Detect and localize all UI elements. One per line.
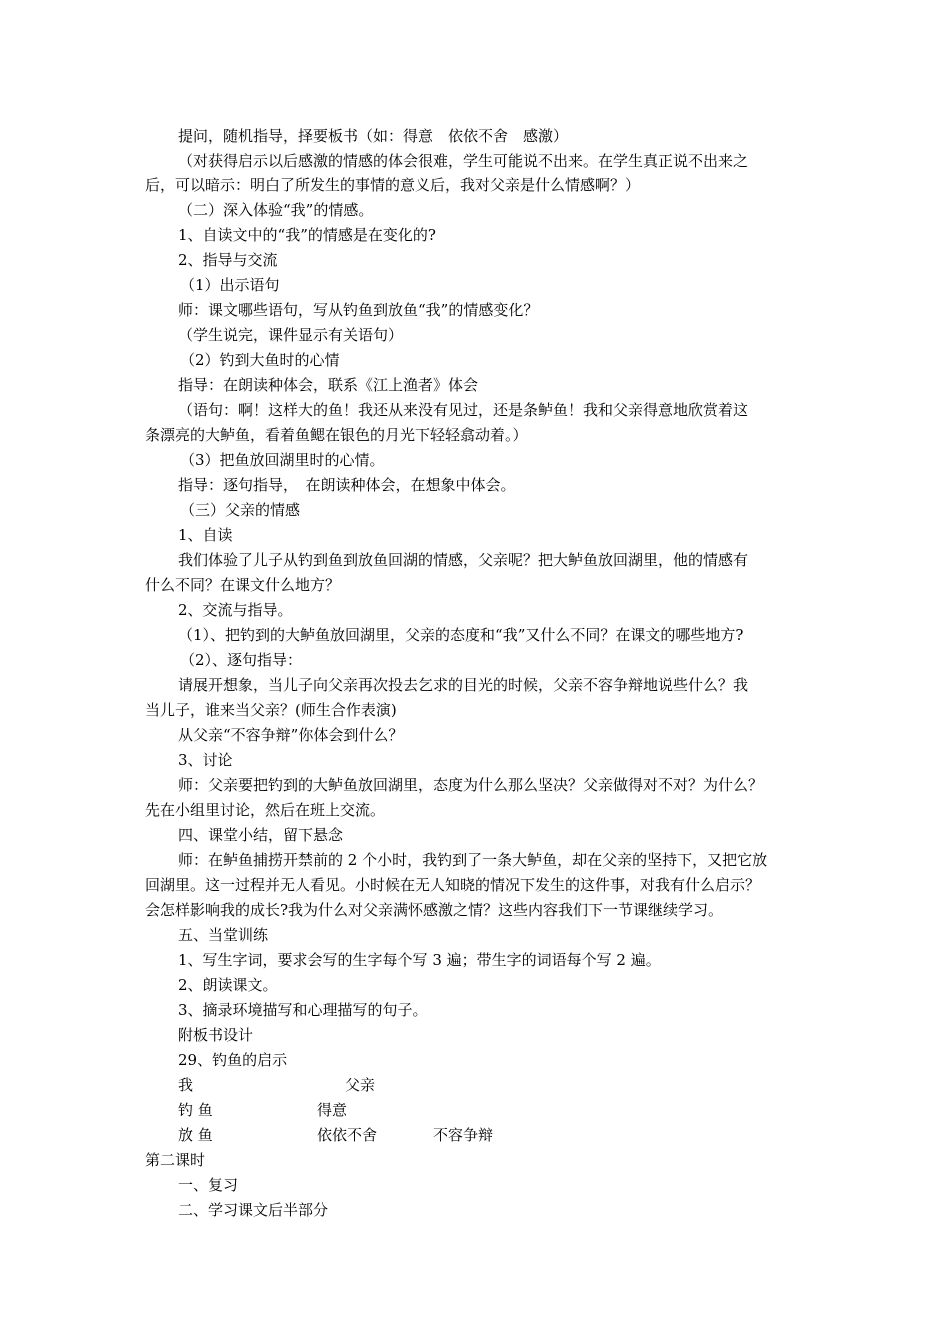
text-line: 先在小组里讨论，然后在班上交流。	[145, 801, 386, 819]
text-line: 会怎样影响我的成长?我为什么对父亲满怀感激之情？这些内容我们下一节课继续学习。	[145, 901, 724, 919]
board-father: 父亲	[345, 1076, 376, 1094]
text-line: 师：课文哪些语句，写从钓鱼到放鱼“我”的情感变化？	[178, 301, 539, 319]
board-title: 29、钓鱼的启示	[178, 1051, 288, 1069]
text-line: （2）、逐句指导：	[180, 651, 303, 669]
section-heading: 四、课堂小结，留下悬念	[178, 826, 344, 844]
text-line: 什么不同？在课文什么地方？	[145, 576, 341, 594]
text-line: 2、朗读课文。	[178, 976, 278, 994]
text-line: 1、写生字词，要求会写的生字每个写 3 遍；带生字的词语每个写 2 遍。	[178, 951, 661, 969]
board-reluctant: 依依不舍	[317, 1126, 378, 1144]
text-line: （对获得启示以后感激的情感的体会很难，学生可能说不出来。在学生真正说不出来之	[178, 152, 749, 170]
text-line: （2）钓到大鱼时的心情	[180, 351, 340, 369]
text-line: 2、交流与指导。	[178, 601, 293, 619]
text-line: （语句：啊！这样大的鱼！我还从来没有见过，还是条鲈鱼！我和父亲得意地欣赏着这	[178, 401, 749, 419]
text-line: 指导：在朗读种体会，联系《江上渔者》体会	[178, 376, 479, 394]
text-line: 1、自读	[178, 526, 233, 544]
text-line: 回湖里。这一过程并无人看见。小时候在无人知晓的情况下发生的这件事，对我有什么启示？	[145, 876, 761, 894]
board-proud: 得意	[317, 1101, 348, 1119]
text-line: 请展开想象，当儿子向父亲再次投去乞求的目光的时候，父亲不容争辩地说些什么？我	[178, 676, 749, 694]
text-line: 3、摘录环境描写和心理描写的句子。	[178, 1001, 428, 1019]
board-me: 我	[178, 1076, 194, 1094]
text-line: 条漂亮的大鲈鱼，看着鱼鳃在银色的月光下轻轻翕动着。）	[145, 426, 528, 444]
text-line: （学生说完，课件显示有关语句）	[178, 326, 404, 344]
text-line: 指导：逐句指导， 在朗读种体会，在想象中体会。	[178, 476, 516, 494]
text-line: 1、自读文中的“我”的情感是在变化的?	[178, 226, 436, 244]
text-line: 3、讨论	[178, 751, 233, 769]
text-line: 附板书设计	[178, 1026, 254, 1044]
section-heading: （三）父亲的情感	[180, 501, 301, 519]
board-fish-catch: 钓 鱼	[178, 1101, 213, 1119]
section-heading: 二、学习课文后半部分	[178, 1201, 329, 1219]
text-line: （1）出示语句	[180, 276, 280, 294]
board-indisputable: 不容争辩	[433, 1126, 494, 1144]
board-fish-release: 放 鱼	[178, 1126, 213, 1144]
text-line: 师：在鲈鱼捕捞开禁前的 2 个小时，我钓到了一条大鲈鱼，却在父亲的坚持下，又把它放	[178, 851, 768, 869]
section-heading: 五、当堂训练	[178, 926, 269, 944]
text-line: 2、指导与交流	[178, 251, 278, 269]
text-line: 当儿子，谁来当父亲？(师生合作表演)	[145, 701, 397, 719]
section-heading: 一、复习	[178, 1176, 239, 1194]
text-line: 师：父亲要把钓到的大鲈鱼放回湖里，态度为什么那么坚决？父亲做得对不对？为什么？	[178, 776, 764, 794]
lesson-heading: 第二课时	[145, 1151, 206, 1169]
section-heading: （二）深入体验“我”的情感。	[178, 201, 374, 219]
text-line: 我们体验了儿子从钓到鱼到放鱼回湖的情感，父亲呢？把大鲈鱼放回湖里，他的情感有	[178, 551, 749, 569]
text-line: （3）把鱼放回湖里时的心情。	[180, 451, 385, 469]
text-line: 提问，随机指导，择要板书（如：得意 依依不舍 感激）	[178, 127, 569, 145]
text-line: （1）、把钓到的大鲈鱼放回湖里，父亲的态度和“我”又什么不同？在课文的哪些地方?	[178, 626, 744, 644]
text-line: 从父亲“不容争辩”你体会到什么？	[178, 726, 404, 744]
text-line: 后，可以暗示：明白了所发生的事情的意义后，我对父亲是什么情感啊？）	[145, 176, 641, 194]
